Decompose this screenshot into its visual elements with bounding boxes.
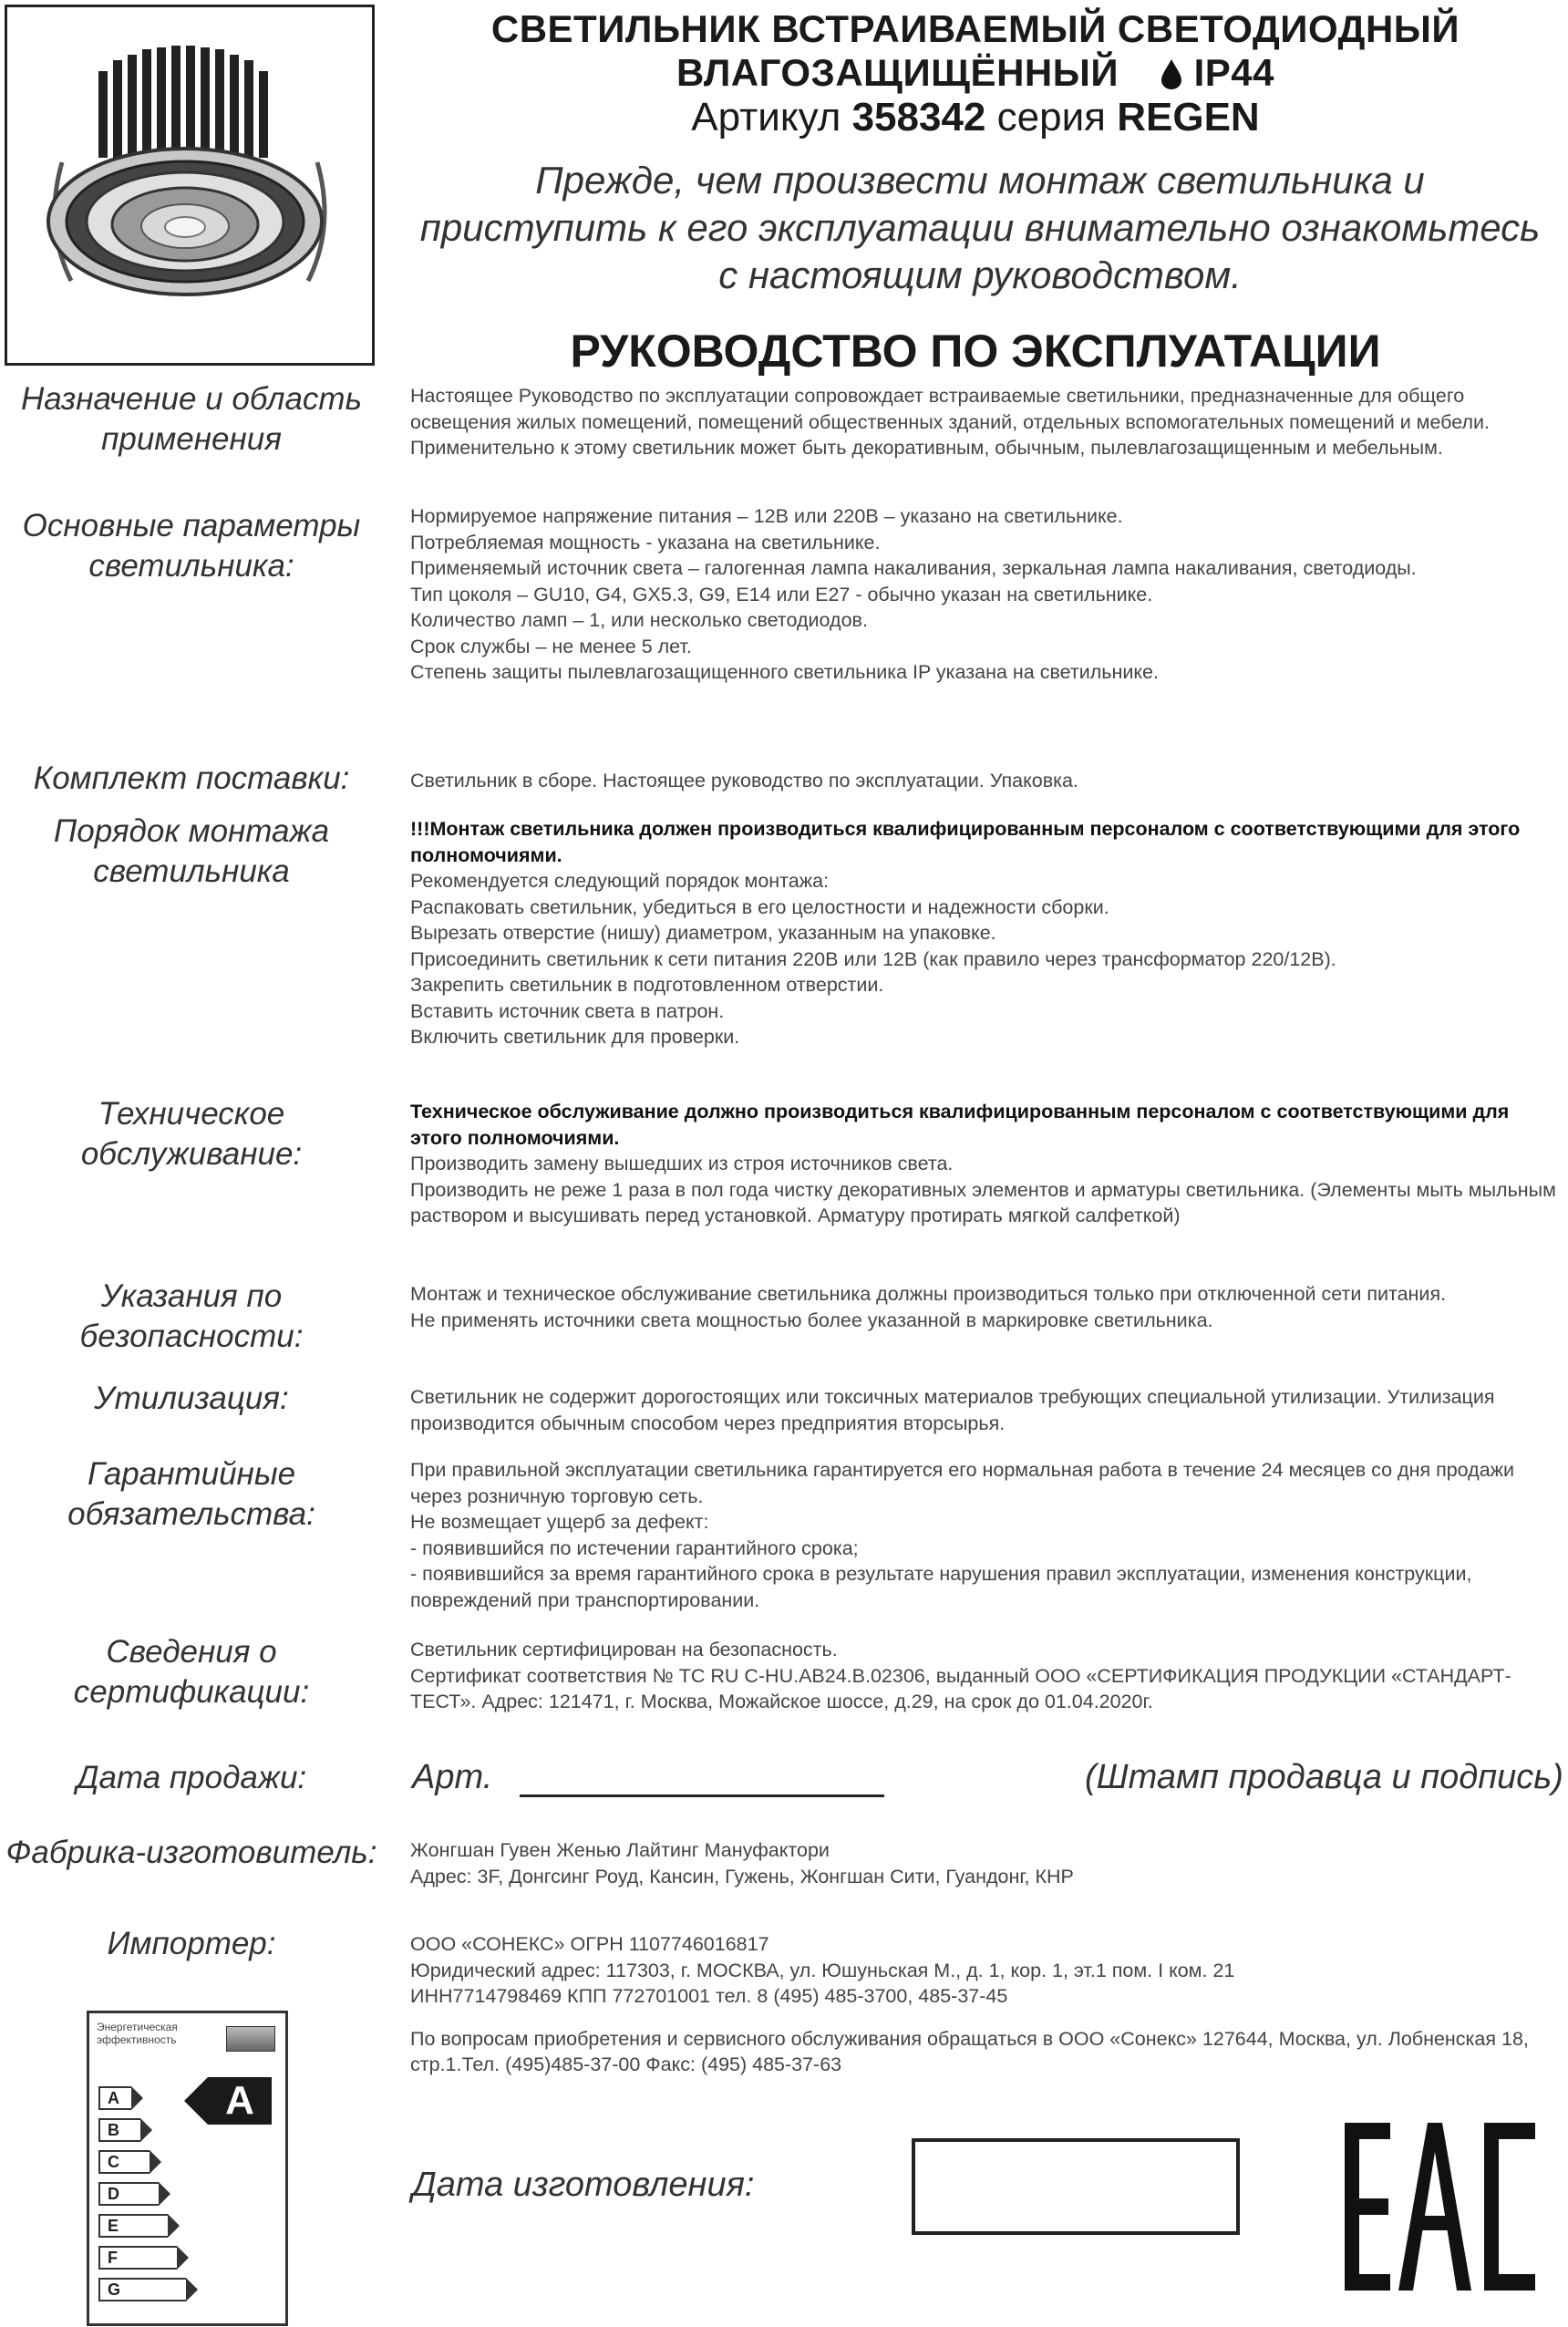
section-content-importer — [410, 1931, 1559, 2078]
section-label-purpose: Назначение и область применения — [21, 381, 362, 457]
product-photo-frame — [5, 5, 375, 366]
section-label-certification: Сведения о сертификации: — [73, 1634, 310, 1710]
section-content-safety — [410, 1281, 1559, 1333]
energy-class-badge: A — [208, 2077, 272, 2125]
section-content-installation — [410, 816, 1559, 1050]
content-line: По вопросам приобретения и сервисного обслуживания обращаться в ООО «Сонекс» 127644, Москва, ул. Лобненская 18, стр.1.Тел. (495)485-37-00 Факс: (495) 485-37-63 — [410, 2027, 1529, 2075]
section-label-delivery: Комплект поставки: — [33, 760, 350, 796]
content-line: Юридический адрес: 117303, г. МОСКВА, ул. Юшуньская М., д. 1, кор. 1, эт.1 пом. I ком. 21 — [410, 1959, 1235, 1981]
energy-label-header-box — [226, 2026, 275, 2052]
content-line: Присоединить светильник к сети питания 220В или 12В (как правило через трансформатор 220/12В). — [410, 947, 1336, 970]
section-label-disposal: Утилизация: — [94, 1381, 289, 1416]
series-name: REGEN — [1117, 95, 1260, 140]
content-line: Применяемый источник света – галогенная лампа накаливания, зеркальная лампа накаливания, светодиоды. — [410, 557, 1417, 579]
content-line: Светильник не содержит дорогостоящих или токсичных материалов требующих специальной утилизации. Утилизация производится обычным способом через предприятия вторсырья. — [410, 1386, 1495, 1434]
content-line: Нормируемое напряжение питания – 12В или 220В – указано на светильнике. — [410, 505, 1123, 527]
ip-rating: IP44 — [1193, 51, 1274, 94]
content-line: Сертификат соответствия № ТС RU C-HU.AB24.B.02306, выданный ООО «СЕРТИФИКАЦИЯ ПРОДУКЦИИ «СТАНДАРТ-ТЕСТ». Адрес: 121471, г. Москва, Можайское шоссе, д.29, на срок до 01.04.2020г. — [410, 1664, 1511, 1712]
energy-bar-f: F — [98, 2246, 177, 2270]
section-content-parameters — [410, 503, 1559, 686]
section-label-safety: Указания по безопасности: — [79, 1278, 304, 1354]
content-line: Не применять источники света мощностью более указанной в маркировке светильника. — [410, 1308, 1213, 1331]
energy-bar-g: G — [98, 2278, 186, 2301]
product-title-line2: ВЛАГОЗАЩИЩЁННЫЙ — [676, 51, 1119, 94]
luminaire-image — [7, 7, 372, 363]
energy-bar-a: A — [98, 2086, 131, 2110]
content-warning: Техническое обслуживание должно производиться квалифицированным персоналом с соответствующими для этого полномочиями. — [410, 1101, 1510, 1149]
content-line: Настоящее Руководство по эксплуатации сопровождает встраиваемые светильники, предназначенные для общего освещения жилых помещений, помещений общественных зданий, отдельных вспомогательных помещений и мебели. Применительно к этому светильник может быть декоративным, обычным, пылевлагозащищенным и мебельным. — [410, 385, 1491, 459]
article-number: 358342 — [851, 95, 986, 140]
series-prefix: серия — [996, 95, 1106, 140]
sale-stamp-label: (Штамп продавца и подпись) — [1085, 1758, 1563, 1796]
content-line: Потребляемая мощность - указана на светильнике. — [410, 531, 881, 553]
energy-bar-b: B — [98, 2118, 140, 2142]
section-label-installation: Порядок монтажа светильника — [53, 813, 330, 889]
content-line: Производить не реже 1 раза в пол года чистку декоративных элементов и арматуры светильника. (Элементы мыть мыльным раствором и высушивать перед установкой. Арматуру протирать мягкой салфеткой) — [410, 1178, 1556, 1226]
content-line: Адрес: 3F, Донгсинг Роуд, Кансин, Гужень, Жонгшан Сити, Гуандонг, КНР — [410, 1865, 1074, 1887]
energy-bar-e: E — [98, 2214, 168, 2238]
section-label-parameters: Основные параметры светильника: — [22, 508, 361, 584]
content-line: Светильник в сборе. Настоящее руководство по эксплуатации. Упаковка. — [410, 770, 1078, 791]
eac-mark-icon — [1340, 2115, 1541, 2298]
section-content-maintenance — [410, 1099, 1559, 1229]
energy-label-header: Энергетическая эффективность — [97, 2021, 178, 2046]
content-line: Вставить источник света в патрон. — [410, 999, 725, 1022]
content-line: Монтаж и техническое обслуживание светильника должны производиться только при отключенной сети питания. — [410, 1283, 1447, 1305]
section-content-certification — [410, 1637, 1559, 1715]
content-line: Жонгшан Гувен Женью Лайтинг Мануфактори — [410, 1839, 830, 1861]
energy-bar-c: C — [98, 2150, 150, 2174]
content-line: Распаковать светильник, убедиться в его целостности и надежности сборки. — [410, 895, 1109, 918]
content-line: - появившийся по истечении гарантийного срока; — [410, 1536, 859, 1559]
section-label-warranty: Гарантийные обязательства: — [67, 1456, 315, 1532]
section-label-importer: Импортер: — [107, 1926, 276, 1961]
content-line: Количество ламп – 1, или несколько светодиодов. — [410, 609, 868, 631]
content-line: Рекомендуется следующий порядок монтажа: — [410, 870, 830, 892]
section-content-purpose — [410, 383, 1559, 461]
manufacture-date-label: Дата изготовления: — [412, 2166, 755, 2204]
content-line: ИНН7714798469 КПП 772701001 тел. 8 (495) 485-3700, 485-37-45 — [410, 1985, 1008, 2007]
section-content-warranty — [410, 1457, 1559, 1613]
manufacture-date-box — [912, 2138, 1240, 2235]
section-content-manufacturer — [410, 1837, 1559, 1889]
content-line: Степень защиты пылевлагозащищенного светильника IP указана на светильнике. — [410, 661, 1159, 683]
water-drop-icon — [1161, 58, 1182, 89]
sale-art-label: Арт. — [412, 1758, 493, 1796]
section-content-delivery — [410, 768, 1559, 794]
content-line: Вырезать отверстие (нишу) диаметром, указанным на упаковке. — [410, 922, 996, 944]
content-line: - появившийся за время гарантийного срока в результате нарушения правил эксплуатации, изменения конструкции, повреждений при транспортировании. — [410, 1563, 1472, 1611]
manual-title: РУКОВОДСТВО ПО ЭКСПЛУАТАЦИИ — [570, 326, 1381, 377]
section-content-disposal — [410, 1384, 1559, 1436]
content-line: Производить замену вышедших из строя источников света. — [410, 1153, 954, 1174]
product-title-line2-wrap — [392, 51, 1559, 95]
energy-efficiency-label — [87, 2011, 288, 2326]
product-title-line1: СВЕТИЛЬНИК ВСТРАИВАЕМЫЙ СВЕТОДИОДНЫЙ — [490, 7, 1460, 50]
content-warning: !!!Монтаж светильника должен производиться квалифицированным персоналом с соответствующими для этого полномочиями. — [410, 818, 1521, 866]
content-line: Не возмещает ущерб за дефект: — [410, 1511, 709, 1533]
content-line: Срок службы – не менее 5 лет. — [410, 635, 692, 657]
content-line: Включить светильник для проверки. — [410, 1026, 740, 1048]
energy-bar-d: D — [98, 2182, 159, 2206]
section-label-sale-date: Дата продажи: — [76, 1760, 307, 1795]
content-line: При правильной эксплуатации светильника гарантируется его нормальная работа в течение 24 месяцев со дня продажи через розничную торговую сеть. — [410, 1459, 1515, 1507]
sale-signature-line — [520, 1794, 884, 1797]
content-line: Закрепить светильник в подготовленном отверстии. — [410, 974, 884, 996]
section-label-manufacturer: Фабрика-изготовитель: — [5, 1835, 377, 1870]
content-line: Светильник сертифицирован на безопасность. — [410, 1639, 838, 1660]
content-line: Тип цоколя – GU10, G4, GX5.3, G9, E14 или E27 - обычно указан на светильнике. — [410, 583, 1153, 605]
content-line: ООО «СОНЕКС» ОГРН 1107746016817 — [410, 1933, 769, 1955]
intro-text: Прежде, чем произвести монтаж светильника и приступить к его эксплуатации внимательно ознакомьтесь с настоящим руководством. — [419, 159, 1541, 296]
article-line — [392, 95, 1559, 140]
section-label-maintenance: Техническое обслуживание: — [80, 1096, 303, 1172]
article-prefix: Артикул — [691, 95, 841, 140]
